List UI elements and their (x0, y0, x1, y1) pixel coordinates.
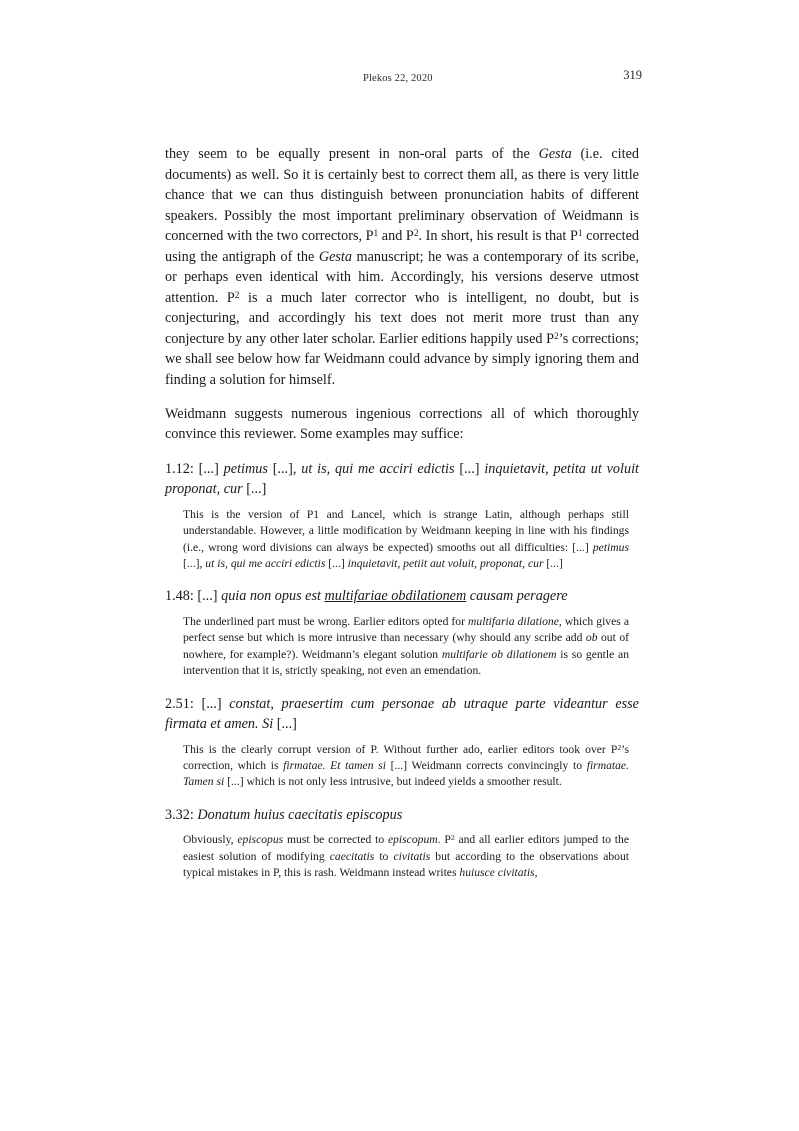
entry-1-12 (165, 459, 639, 500)
entry-3-32 (165, 805, 639, 826)
text-run: [...] (454, 460, 485, 477)
latin-quote: firmatae. Tamen si (183, 759, 629, 789)
text-run: , (534, 866, 538, 880)
text-run: [...] (325, 556, 348, 570)
superscript-marker: 2 (554, 332, 559, 342)
latin-quote: huiusce civitatis (459, 866, 535, 880)
latin-quote: causam peragere (466, 588, 568, 605)
text-run: Obviously, (183, 833, 238, 847)
text-run: This is the version of P1 and Lancel, which is strange Latin, although perhaps still understandable. However, a little modification by Weidmann keeping in line with his findings (i.e., wrong word divisions can always be expected) smooths out all difficulties: [...] (183, 507, 629, 554)
work-title-gesta: Gesta (318, 248, 352, 265)
superscript-marker: 2 (413, 229, 419, 240)
latin-quote: ut is, qui me acciri edictis (301, 460, 455, 477)
text-run: [...], (183, 556, 206, 570)
commentary-2-51 (183, 742, 629, 791)
text-run: and all earlier editors jumped to the easiest solution of modifying (183, 833, 629, 863)
text-run: ’s corrections; we shall see below how far Weidmann could advance by simply ignoring them and finding a solution for himself. (165, 330, 639, 389)
latin-quote: petimus (592, 540, 629, 554)
text-run: [...] (273, 716, 297, 733)
text-run: [...] Weidmann corrects convincingly to (385, 759, 587, 773)
latin-quote: multifaria dilatione (468, 614, 559, 628)
page-number: 319 (623, 68, 642, 82)
latin-quote: episcopum (387, 833, 438, 847)
commentary-1-48 (183, 614, 629, 680)
text-run: must be corrected to (283, 833, 388, 847)
text-run: out of nowhere, for example?). Weidmann’s elegant solution (183, 631, 629, 661)
latin-quote: constat, praesertim cum personae ab utraque parte videantur esse firmata et amen. Si (165, 695, 639, 733)
text-run: is so gentle an intervention that it is, strictly speaking, not even an emendation. (183, 647, 629, 678)
text-run: (i.e. cited documents) as well. So it is certainly best to correct them all, as there is very little chance that we can thus distinguish between pronunciation habits of different speakers. Possibly the most important preliminary observation of Weidmann is concerned with the two correctors, P (165, 146, 639, 245)
entry-1-48 (165, 586, 639, 607)
entry-label: 2.51: (165, 695, 194, 712)
superscript-marker: 1 (373, 229, 379, 240)
entry-label: 1.12: (165, 460, 194, 477)
superscript-marker: 2 (450, 833, 455, 843)
text-run: and P (378, 228, 414, 245)
superscript-marker: 2 (617, 742, 622, 752)
latin-quote: civitatis (393, 849, 431, 863)
text-run: they seem to be equally present in non-oral parts of the (165, 146, 539, 162)
text-run: [...] (193, 460, 224, 477)
underlined-corruption: multifariae obdilationem (324, 588, 467, 605)
latin-quote: quia non opus est (221, 588, 325, 605)
paragraph-continuation (165, 144, 639, 391)
entry-label: 3.32: (165, 806, 194, 823)
running-head (165, 68, 642, 89)
text-run: to (374, 849, 394, 863)
latin-quote: caecitatis (329, 849, 375, 863)
latin-quote: Donatum huius caecitatis episcopus (197, 806, 403, 823)
body-text-block (165, 144, 639, 882)
text-run: is a much later corrector who is intelligent, no doubt, but is conjecturing, and accordingly his text does not merit more trust than any conjecture by any other later scholar. Earlier editions happily used P (165, 289, 640, 347)
entry-label: 1.48: (165, 588, 194, 605)
text-run: corrected using the antigraph of the (165, 228, 640, 265)
work-title-gesta: Gesta (538, 146, 572, 162)
text-run: , which gives a perfect sense but which is more intrusive than necessary (why should any scribe add (183, 614, 629, 645)
text-run: . P (437, 833, 451, 847)
text-run: [...] (193, 588, 222, 605)
superscript-marker: 2 (234, 290, 240, 301)
paragraph-examples-intro: Weidmann suggests numerous ingenious corrections all of which thoroughly convince this reviewer. Some examples may suffice: (165, 405, 639, 443)
entry-2-51 (165, 694, 639, 735)
text-run: [...] (193, 695, 230, 712)
text-run: but according to the observations about typical mistakes in P, this is rash. Weidmann instead writes (183, 849, 630, 880)
text-run: [...] (242, 481, 267, 498)
superscript-marker: 1 (577, 229, 583, 240)
commentary-1-12 (183, 507, 629, 573)
latin-quote: firmatae. Et tamen si (283, 759, 386, 773)
latin-quote: ut is, qui me acciri edictis (205, 556, 326, 570)
latin-quote: episcopus (237, 833, 284, 847)
commentary-3-32 (183, 832, 629, 881)
text-run: . In short, his result is that P (418, 228, 578, 245)
latin-quote: ob (585, 631, 598, 645)
text-run: manuscript; he was a contemporary of its scribe, or perhaps even identical with him. Accordingly, his versions deserve utmost attention. P (165, 248, 639, 306)
text-run: [...] (543, 556, 563, 570)
latin-quote: multifarie ob dilationem (441, 647, 557, 661)
latin-quote: inquietavit, petita ut voluit proponat, cur (165, 460, 639, 498)
latin-quote: inquietavit, petiit aut voluit, proponat, cur (347, 556, 544, 570)
journal-title: Plekos 22, 2020 (363, 73, 433, 84)
text-run: The underlined part must be wrong. Earlier editors opted for (183, 614, 469, 628)
text-run: ’s correction, which is (183, 742, 629, 773)
text-run: [...] which is not only less intrusive, but indeed yields a smoother result. (224, 775, 562, 789)
text-run: [...], (267, 460, 302, 477)
text-run: This is the clearly corrupt version of P. Without further ado, earlier editors took over P (183, 742, 618, 756)
latin-quote: petimus (223, 460, 268, 477)
